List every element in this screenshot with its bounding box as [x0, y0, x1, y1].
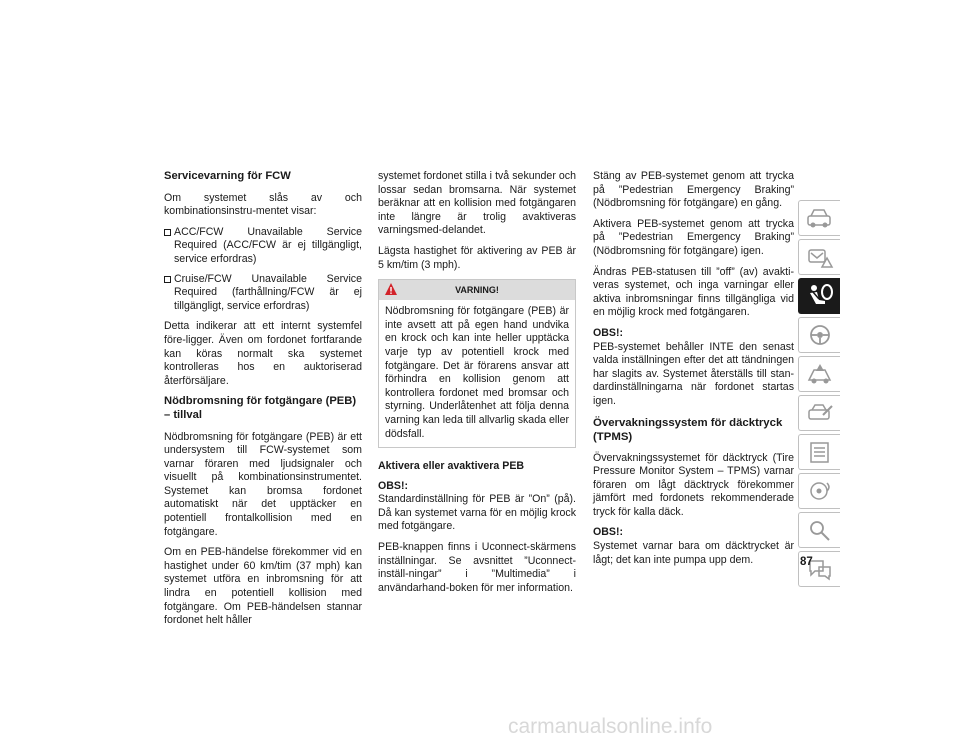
paragraph-peb-event: Om en PEB-händelse förekommer vid en hastighet under 60 km/tim (37 mph) kan systemet utföra en inbromsning för att lindra en potentiell kollision med fotgängare. Om PEB-händelsen stannar fordonet helt håller: [164, 546, 362, 627]
note-tpms: [593, 526, 794, 567]
tab-in-case-of-emergency[interactable]: [798, 356, 840, 392]
watermark: [508, 716, 948, 738]
note-peb-reset: [593, 327, 794, 409]
tab-servicing-maintenance[interactable]: [798, 395, 840, 431]
paragraph-peb-description: Nödbromsning för fotgängare (PEB) är ett undersystem till FCW-systemet som varnar föraren med ljudsignaler och visuellt på kombinationsinstrumentet. Systemet kan bromsa fordonet automatiskt när det upptäcker en potentiell frontalkollision med en fotgängare.: [164, 430, 362, 538]
heading-activate-peb: Aktivera eller avaktivera PEB: [378, 460, 525, 473]
page-number: 87: [800, 556, 813, 568]
paragraph-peb-off: Stäng av PEB-systemet genom att trycka på ”Pedestrian Emergency Braking” (Nödbromsning för fotgängare) en gång.: [593, 170, 794, 210]
tab-starting-operating[interactable]: [798, 317, 840, 353]
warning-title: VARNING!: [455, 285, 499, 296]
fcw-message-list: [164, 226, 362, 314]
specifications-list-icon: [805, 440, 835, 464]
steering-wheel-icon: [805, 323, 835, 347]
chapter-tabs: [798, 200, 844, 590]
column-right: [593, 170, 794, 574]
index-search-icon: [805, 518, 835, 542]
watermark-logo: [508, 716, 948, 738]
paragraph-peb-status: Ändras PEB-statusen till ”off” (av) avakti-veras systemet, och inga varningar eller aktiva inbromsningar finns tillgängliga vid en möjlig krock med fotgängaren.: [593, 265, 794, 319]
paragraph-peb-continued: systemet fordonet stilla i två sekunder och lossar sedan bromsarna. När systemet beräknar att en kollision med fotgängaren inte längre är trolig avaktiveras varningsmed-delandet.: [378, 170, 576, 237]
note-text: PEB-systemet behåller INTE den senast valda inställningen efter det att tändningen har slagits av. Systemet återställs till stan-dardinställningarna när fordonet startas igen.: [593, 340, 794, 407]
paragraph-fcw-intro: Om systemet slås av och kombinationsinstru-mentet visar:: [164, 191, 362, 218]
note-label: OBS!:: [593, 526, 624, 539]
paragraph-peb-min-speed: Lägsta hastighet för aktivering av PEB är 5 km/tim (3 mph).: [378, 244, 576, 271]
heading-peb: Nödbromsning för fotgängare (PEB) – tillval: [164, 395, 357, 421]
paragraph-peb-on: Aktivera PEB-systemet genom att trycka på ”Pedestrian Emergency Braking” (Nödbromsning för fotgängare) igen.: [593, 217, 794, 257]
square-bullet-icon: [164, 229, 171, 236]
paragraph-tpms: Övervakningssystemet för däcktryck (Tire Pressure Monitor System – TPMS) varnar föraren om lågt däcktryck förekommer jämfört med fordonets rekommenderade tryck för kalla däck.: [593, 451, 794, 518]
tab-multimedia[interactable]: [798, 473, 840, 509]
heading-tpms: Övervakningssystem för däcktryck (TPMS): [593, 416, 783, 443]
warning-header: [379, 280, 575, 300]
note-text: Standardinställning för PEB är ”On” (på). Då kan systemet varna för en möjlig krock med fotgängare.: [378, 493, 576, 533]
list-item: ACC/FCW Unavailable Service Required (ACC/FCW är ej tillgängligt, service erfordras): [164, 226, 362, 267]
tab-getting-to-know-vehicle[interactable]: [798, 200, 840, 236]
paragraph-uconnect: PEB-knappen finns i Uconnect-skärmens inställningar. Se avsnittet ”Uconnect-inställ-ningar” i ”Multimedia” i användarhand-boken för mer information.: [378, 541, 576, 594]
paragraph-internal-fault: Detta indikerar att ett internt systemfel före-ligger. Även om fordonet fortfarande kan köras normalt ska systemet kontrolleras hos en auktoriserad återförsäljare.: [164, 320, 362, 387]
note-text: Systemet varnar bara om däcktrycket är lågt; det kan inte pumpa upp dem.: [593, 540, 794, 566]
car-service-icon: [805, 401, 835, 425]
car-dashboard-icon: [805, 206, 835, 230]
column-middle: [378, 170, 576, 602]
warning-body: [379, 300, 575, 447]
warning-lights-icon: [805, 245, 835, 269]
tab-index[interactable]: [798, 512, 840, 548]
tab-safety[interactable]: [798, 278, 840, 314]
note-label: OBS!:: [378, 479, 409, 492]
tab-technical-specifications[interactable]: [798, 434, 840, 470]
safety-airbag-icon: [805, 283, 835, 309]
list-item: Cruise/FCW Unavailable Service Required (farthållning/FCW är ej tillgängligt, service erfordras): [164, 273, 362, 314]
square-bullet-icon: [164, 276, 171, 283]
warning-box: [378, 279, 576, 448]
note-label: OBS!:: [593, 326, 624, 339]
multimedia-icon: [805, 479, 835, 503]
note-default-setting: [378, 480, 576, 534]
emergency-icon: [805, 362, 835, 386]
warning-triangle-icon: [384, 282, 398, 296]
tab-instrument-panel[interactable]: [798, 239, 840, 275]
heading-fcw-service: Servicevarning för FCW: [164, 170, 291, 182]
watermark-text: carmanualsonline.info: [508, 716, 713, 738]
column-left: [164, 170, 362, 635]
warning-text: Nödbromsning för fotgängare (PEB) är inte avsett att på egen hand undvika en krock och kan inte heller upptäcka varje typ av potentiell krock med fotgängare. Det är förarens ansvar att förhindra en kollision genom att kontrollera fordonet med bromsar och styrning. Underlåtenhet att följa denna varning kan leda till allvarlig skada eller dödsfall.: [385, 305, 569, 440]
